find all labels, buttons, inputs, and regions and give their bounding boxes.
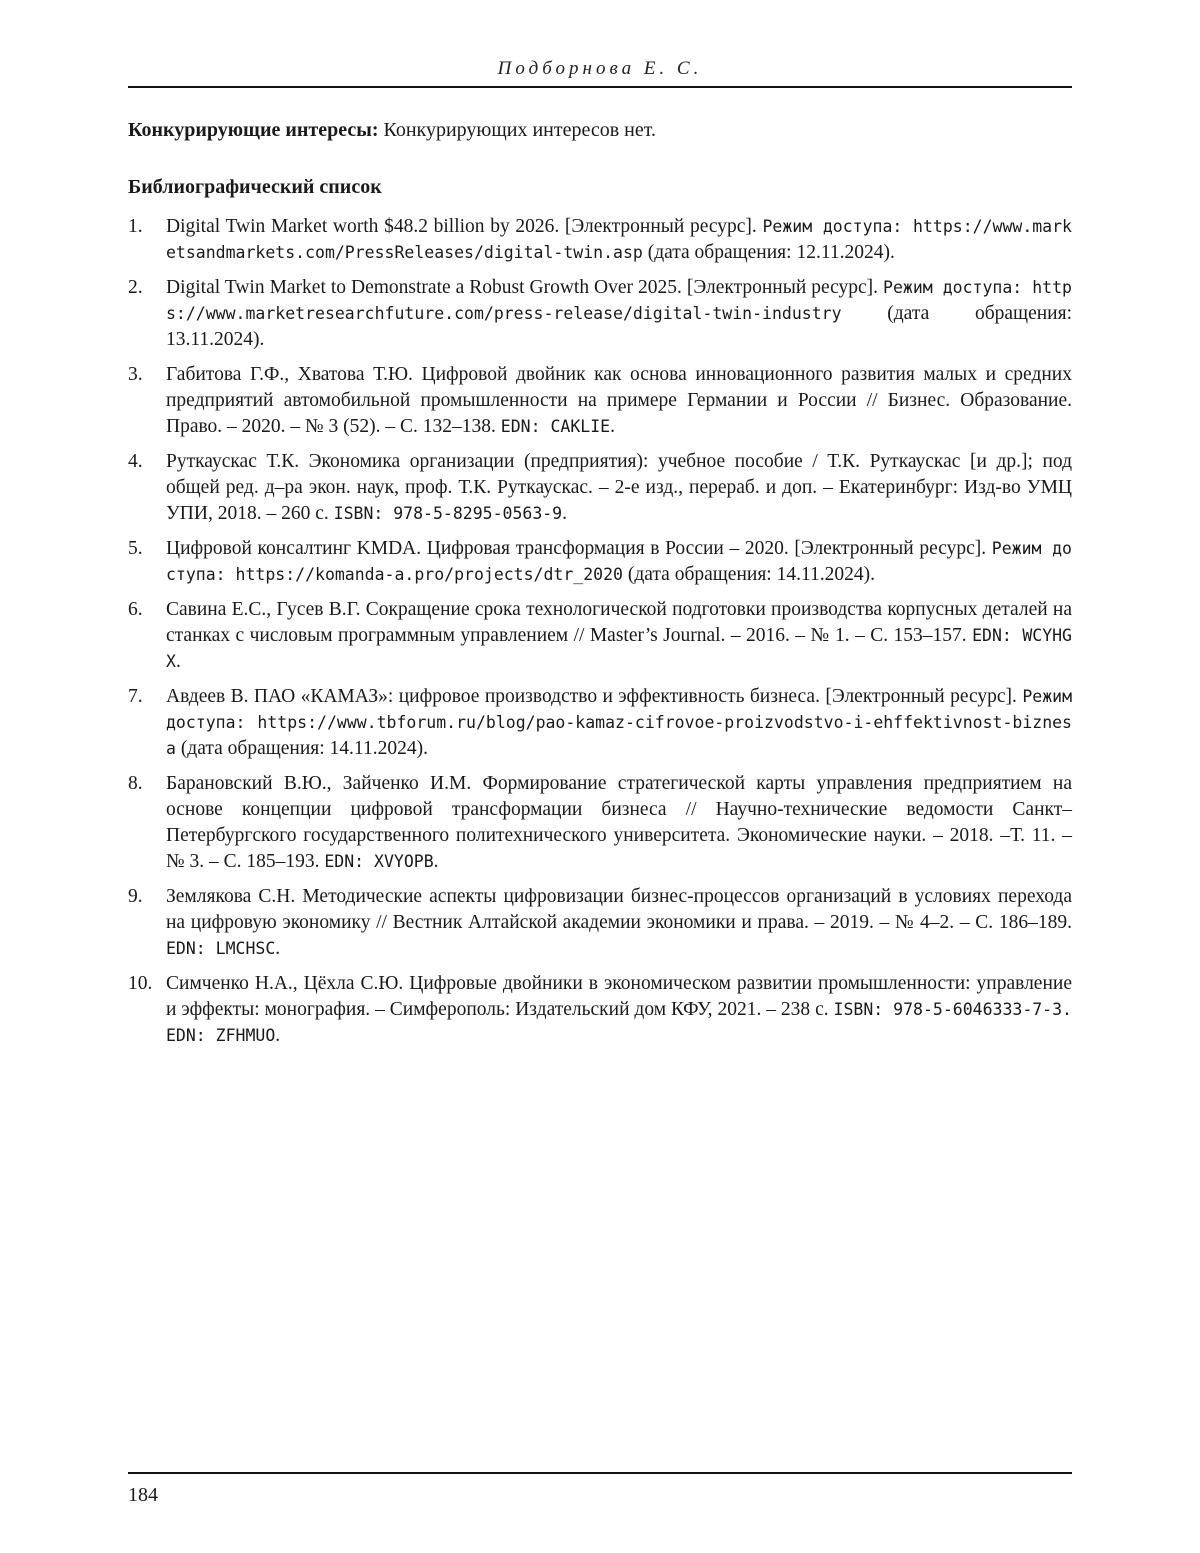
bibliography-entry — [128, 771, 1072, 875]
bibliography-entry — [128, 884, 1072, 962]
bibliography-entry-text — [166, 362, 1072, 440]
bibliography-entry-text — [166, 884, 1072, 962]
bibliography-entry-number: 6. — [128, 599, 143, 620]
bibliography-text-part: (дата обращения: 12.11.2024). — [642, 242, 895, 263]
competing-interests-label: Конкурирующие интересы: — [128, 119, 379, 141]
bibliography-heading: Библиографический список — [128, 176, 382, 198]
bibliography-text-part: (дата обращения: 14.11.2024). — [175, 738, 428, 759]
bibliography-text-part: Савина Е.С., Гусев В.Г. Сокращение срока технологической подготовки производства корпусных деталей на станках с числовым программным управлением // Master’s Journal. – 2016. – № 1. – С. 153–157. — [166, 599, 1072, 646]
bibliography-entry — [128, 362, 1072, 440]
bibliography-identifier: EDN: CAKLIE — [500, 417, 611, 436]
bibliography-identifier: Режим доступа: https://www.tbforum.ru/blog/pao-kamaz-cifrovoe-proizvodstvo-i-ehffektivnost-biznesa — [166, 687, 1072, 758]
page-number: 184 — [128, 1484, 158, 1506]
bibliography-text-part: Цифровой консалтинг KMDA. Цифровая трансформация в России – 2020. [Электронный ресурс]. — [166, 538, 992, 559]
bibliography-identifier: Режим доступа: https://www.marketresearchfuture.com/press-release/digital-twin-industry — [166, 278, 1072, 323]
bibliography-entry-number: 3. — [128, 364, 143, 385]
bibliography-entry-text — [166, 275, 1072, 353]
bibliography-entry-number: 9. — [128, 886, 143, 907]
bibliography-entry-number: 5. — [128, 538, 143, 559]
bibliography-entry — [128, 597, 1072, 675]
bibliography-entry — [128, 214, 1072, 266]
bibliography-identifier: EDN: WCYHGX — [166, 626, 1072, 671]
bibliography-entry — [128, 684, 1072, 762]
bibliography-text-part: (дата обращения: 14.11.2024). — [622, 564, 875, 585]
bibliography-entry-number: 7. — [128, 686, 143, 707]
footer-rule — [128, 1472, 1072, 1474]
bibliography-text-part: . — [610, 416, 615, 437]
bibliography-identifier: EDN: XVYOPB — [324, 852, 434, 871]
competing-interests — [128, 117, 1072, 143]
bibliography-text-part: Габитова Г.Ф., Хватова Т.Ю. Цифровой двойник как основа инновационного развития малых и средних предприятий автомобильной промышленности на примере Германии и России // Бизнес. Образование. Право. – 2020. – № 3 (52). – С. 132–138. — [166, 364, 1072, 437]
bibliography-text-part: Digital Twin Market to Demonstrate a Robust Growth Over 2025. [Электронный ресурс]. — [166, 277, 884, 298]
bibliography-text-part: Землякова С.Н. Методические аспекты цифровизации бизнес-процессов организаций в условиях перехода на цифровую экономику // Вестник Алтайской академии экономики и права. – 2019. – № 4–2. – С. 186–189. — [166, 886, 1072, 933]
bibliography-entry-number: 2. — [128, 277, 143, 298]
bibliography-entry-text — [166, 536, 1072, 588]
bibliography-entry-text — [166, 771, 1072, 875]
bibliography-text-part: . — [175, 651, 181, 672]
bibliography-identifier: Режим доступа: https://komanda-a.pro/projects/dtr_2020 — [166, 539, 1072, 584]
bibliography-text-part: Барановский В.Ю., Зайченко И.М. Формирование стратегической карты управления предприятием на основе концепции цифровой трансформации бизнеса // Научно-технические ведомости Санкт–Петербургского государственного политехнического университета. Экономические науки. – 2018. –Т. 11. – № 3. – С. 185–193. — [166, 773, 1072, 872]
bibliography-entry-number: 1. — [128, 216, 143, 237]
bibliography-identifier: ISBN: 978-5-6046333-7-3. EDN: ZFHMUO — [166, 1000, 1072, 1045]
bibliography-text-part: (дата обращения: 13.11.2024). — [166, 303, 1072, 350]
bibliography-entry — [128, 449, 1072, 527]
bibliography-entry-text — [166, 684, 1072, 762]
bibliography-text-part: Digital Twin Market worth $48.2 billion by 2026. [Электронный ресурс]. — [166, 216, 763, 237]
bibliography-identifier: ISBN: 978-5-8295-0563-9 — [333, 504, 563, 523]
bibliography-text-part: Авдеев В. ПАО «КАМАЗ»: цифровое производство и эффективность бизнеса. [Электронный ресурс]. — [166, 686, 1023, 707]
bibliography-text-part: . — [433, 851, 439, 872]
bibliography-entry — [128, 536, 1072, 588]
bibliography-entry-number: 8. — [128, 773, 143, 794]
competing-interests-text: Конкурирующих интересов нет. — [383, 119, 656, 141]
running-head: Подборнова Е. С. — [497, 58, 703, 79]
bibliography-entry-text — [166, 449, 1072, 527]
bibliography-entry-text — [166, 971, 1072, 1049]
bibliography-list — [128, 214, 1072, 1058]
bibliography-text-part: . — [562, 503, 567, 524]
bibliography-entry-number: 4. — [128, 451, 143, 472]
header-rule — [128, 86, 1072, 88]
bibliography-entry — [128, 971, 1072, 1049]
bibliography-text-part: . — [275, 938, 281, 959]
bibliography-entry-number: 10. — [128, 973, 153, 994]
bibliography-entry-text — [166, 597, 1072, 675]
bibliography-text-part: . — [275, 1025, 281, 1046]
bibliography-text-part: Руткаускас Т.К. Экономика организации (предприятия): учебное пособие / Т.К. Руткаускас [и др.]; под общей ред. д–ра экон. наук, проф. Т.К. Руткаускас. – 2-е изд., перераб. и доп. – Екатеринбург: Изд-во УМЦ УПИ, 2018. – 260 с. — [166, 451, 1072, 524]
bibliography-entry-text — [166, 214, 1072, 266]
bibliography-entry — [128, 275, 1072, 353]
bibliography-identifier: Режим доступа: https://www.marketsandmarkets.com/PressReleases/digital-twin.asp — [166, 217, 1072, 262]
bibliography-identifier: EDN: LMCHSC — [166, 939, 276, 958]
page — [128, 0, 1072, 1553]
bibliography-text-part: Симченко Н.А., Цёхла С.Ю. Цифровые двойники в экономическом развитии промышленности: управление и эффекты: монография. – Симферополь: Издательский дом КФУ, 2021. – 238 с. — [166, 973, 1072, 1020]
